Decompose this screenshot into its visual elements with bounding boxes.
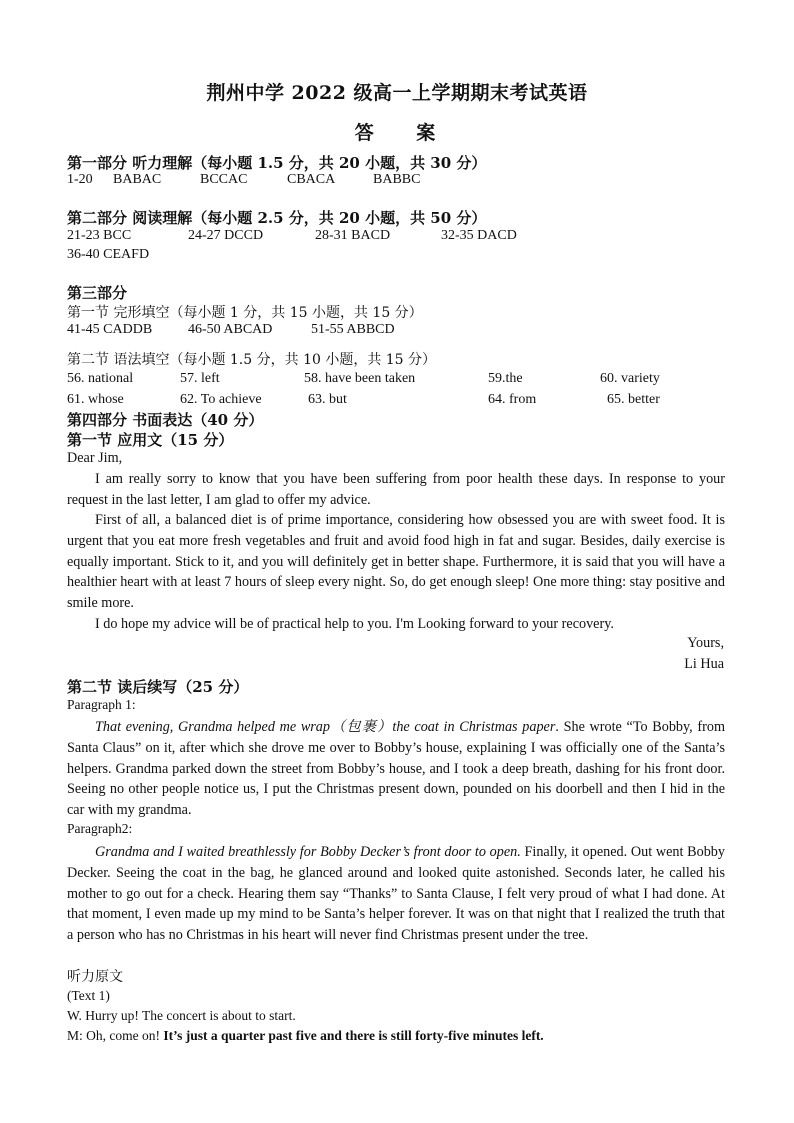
grammar-answer: 65. better [607, 392, 660, 407]
part3-section1-heading: 第一节 完形填空（每小题 1 分，共 15 小题，共 15 分） [67, 305, 423, 321]
grammar-answer: 56. national [67, 371, 134, 386]
continuation-paragraph-1 [67, 717, 725, 821]
part4-section2-heading: 第二节 读后续写（25 分） [67, 678, 249, 696]
transcript-heading: 听力原文 [67, 969, 123, 985]
part1-answer-group: BCCAC [200, 172, 248, 187]
grammar-answer: 59.the [488, 371, 523, 386]
given-opening-sentence: Grandma and I waited breathlessly for Bobby Decker’s front door to open. [95, 844, 521, 860]
paragraph2-label: Paragraph2: [67, 821, 133, 836]
page-title: 荆州中学 2022 级高一上学期期末考试英语 [206, 82, 588, 104]
transcript-text-label: (Text 1) [67, 988, 110, 1003]
letter-paragraph: I do hope my advice will be of practical help to you. I'm Looking forward to your recovery. [95, 616, 614, 632]
grammar-answer: 60. variety [600, 371, 660, 386]
letter-paragraph: I am really sorry to know that you have been suffering from poor health these days. In response to your request in the last letter, I am glad to offer my advice. [67, 471, 725, 508]
page-subtitle: 答 案 [354, 122, 454, 144]
part4-section1-heading: 第一节 应用文（15 分） [67, 431, 234, 449]
part3-section1-answer: 51-55 ABBCD [311, 322, 395, 337]
part2-heading: 第二部分 阅读理解（每小题 2.5 分，共 20 小题，共 50 分） [67, 209, 487, 227]
grammar-answer: 63. but [308, 392, 347, 407]
part3-heading: 第三部分 [67, 284, 128, 302]
part2-answer-group: 21-23 BCC [67, 228, 132, 243]
grammar-answer: 61. whose [67, 392, 124, 407]
letter-greeting: Dear Jim, [67, 450, 123, 466]
paragraph1-label: Paragraph 1: [67, 697, 136, 712]
part4-heading: 第四部分 书面表达（40 分） [67, 411, 264, 429]
part2-answer-group: 28-31 BACD [315, 228, 391, 243]
part3-section1-answer: 46-50 ABCAD [188, 322, 273, 337]
continuation-paragraph-2 [67, 842, 725, 946]
transcript-line-woman: W. Hurry up! The concert is about to start. [67, 1008, 296, 1023]
speaker-prefix: M: Oh, come on! [67, 1028, 164, 1043]
part1-answer-group: CBACA [287, 172, 336, 187]
letter-closing: Yours, [687, 635, 724, 651]
part1-heading: 第一部分 听力理解（每小题 1.5 分，共 20 小题，共 30 分） [67, 154, 487, 172]
grammar-answer: 64. from [488, 392, 537, 407]
part1-answer-group: BABAC [113, 172, 162, 187]
grammar-answer: 57. left [180, 371, 220, 386]
given-opening-sentence: That evening, Grandma helped me wrap（包裹）the coat in Christmas paper [95, 719, 556, 735]
part2-answer-group: 32-35 DACD [441, 228, 517, 243]
part1-answer-group: BABBC [373, 172, 421, 187]
transcript-line-man [67, 1028, 544, 1044]
part3-section2-heading: 第二节 语法填空（每小题 1.5 分，共 10 小题，共 15 分） [67, 352, 437, 368]
letter-signature: Li Hua [684, 656, 724, 672]
part2-answer-group: 24-27 DCCD [188, 228, 264, 243]
continuation-text: . She wrote “To Bobby, from Santa Claus” on it, after which she drove me over to Bobby’s house, explaining I was officially one of the Santa’s helpers. Grandma parked down the street from Bobby’s house, and I took a deep breath, dashing for his front door. Seeing no other people notice us, I put the Christmas present down, pounded on his doorbell and then I hid in the car with my grandma. [67, 719, 725, 819]
letter-paragraph: First of all, a balanced diet is of prime importance, considering how obsessed you are with sweet food. It is urgent that you eat more fresh vegetables and fruit and avoid food high in fat and sugar. Besides, daily exercise is equally important. Stick to it, and you will definitely get in better shape. Furthermore, it is said that you will have a healthier heart with at least 7 hours of sleep every night. So, do get enough sleep! One more thing: stay positive and smile more. [67, 512, 725, 612]
part3-section1-answer: 41-45 CADDB [67, 322, 153, 337]
grammar-answer: 58. have been taken [304, 371, 416, 386]
part2-answer-group: 36-40 CEAFD [67, 247, 150, 262]
grammar-answer: 62. To achieve [180, 392, 262, 407]
part1-range: 1-20 [67, 172, 93, 187]
highlighted-answer-clue: It’s just a quarter past five and there is still forty-five minutes left. [163, 1028, 544, 1043]
continuation-text: Finally, it opened. Out went Bobby Decker. Seeing the coat in the bag, he glanced around and looked quite astonished. Seconds later, he called his mother to go out for a check. Hearing them say “Thanks” to Santa Clause, I felt very proud of what I had done. At that moment, I even made up my mind to be Santa’s helper forever. It was on that night that I realized the truth that a person who has no Christmas in his heart will never find Christmas present under the tree. [67, 844, 725, 944]
